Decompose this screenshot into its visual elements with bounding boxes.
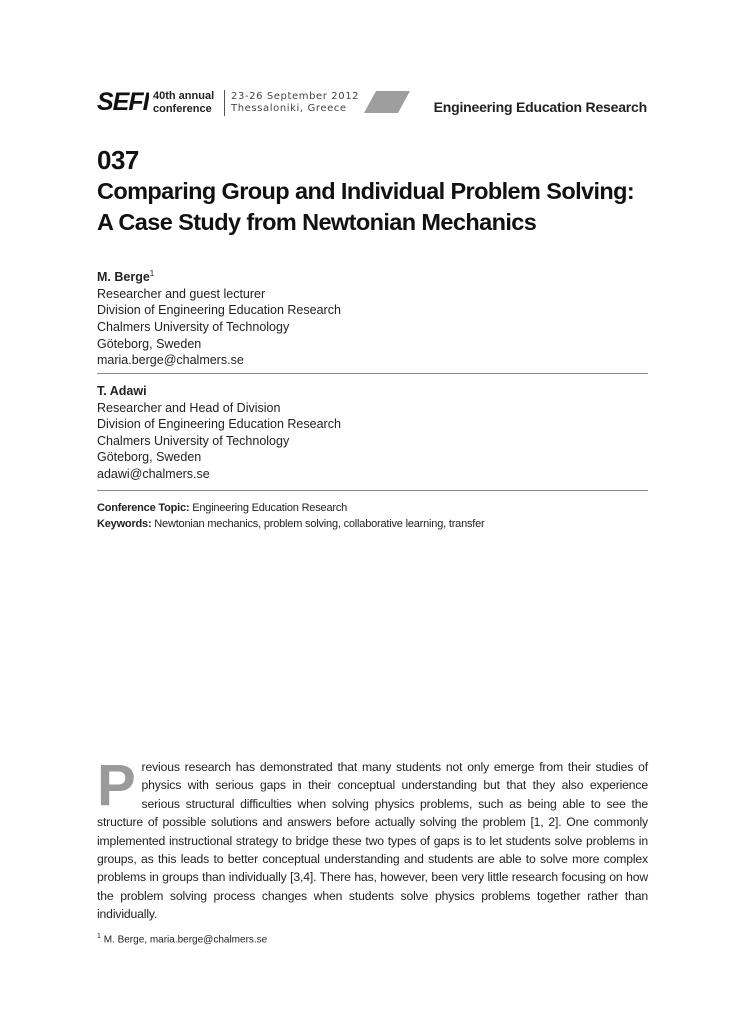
abstract-paragraph xyxy=(97,753,648,924)
author-university: Chalmers University of Technology xyxy=(97,433,290,448)
sefi-logo xyxy=(97,88,149,114)
conference-edition: 40th annual xyxy=(153,90,215,102)
abstract-text: revious research has demonstrated that many students not only emerge from their studies of physics with serious gaps in their conceptual understanding but that they also experience serious structural difficulties when solving physics problems, such as being able to see the structure of possible solutions and answers before actually solving the problem [1, 2]. One commonly implemented instructional strategy to bridge these two types of gaps is to let students solve problems in groups, as this leads to better conceptual understanding and students are able to solve more complex problems in groups than individually [3,4]. There has, however, been very little research focusing on how the problem solving process changes when students solve physics problems together rather than individually. xyxy=(97,760,648,922)
divider-rule xyxy=(97,490,648,491)
footnote-mark: 1 xyxy=(149,269,155,278)
header-stripe-graphic xyxy=(364,91,410,113)
footnote: $^1$ M. Berge, maria.berge@chalmers.se xyxy=(97,933,268,946)
paper-number: 037 xyxy=(97,145,139,175)
author-role: Researcher and guest lecturer xyxy=(97,286,266,301)
author-division: Division of Engineering Education Research xyxy=(97,303,341,318)
author-block-2 xyxy=(97,383,657,483)
author-email: maria.berge@chalmers.se xyxy=(97,353,244,368)
paper-title xyxy=(97,176,657,238)
author-university: Chalmers University of Technology xyxy=(97,319,290,334)
logo-text: SEFI xyxy=(97,88,149,114)
conference-dates: 23-26 September 2012 xyxy=(231,91,360,102)
author-name: T. Adawi xyxy=(97,384,147,398)
drop-cap: P xyxy=(97,753,136,818)
header-divider xyxy=(224,90,225,116)
title-line-2: A Case Study from Newtonian Mechanics xyxy=(97,209,537,235)
title-line-1: Comparing Group and Individual Problem Solving: xyxy=(97,178,635,204)
series-title: Engineering Education Research xyxy=(433,99,647,115)
author-name: M. Berge$^1$ xyxy=(97,269,155,285)
author-email: adawi@chalmers.se xyxy=(97,466,210,481)
author-block-1 xyxy=(97,266,657,369)
divider-rule xyxy=(97,373,648,374)
author-role: Researcher and Head of Division xyxy=(97,400,281,415)
author-location: Göteborg, Sweden xyxy=(97,336,202,351)
conference-city: Thessaloniki, Greece xyxy=(231,103,347,114)
conference-topic: Conference Topic: Engineering Education Research xyxy=(97,502,348,514)
keywords: Keywords: Newtonian mechanics, problem solving, collaborative learning, transfer xyxy=(97,518,485,530)
author-location: Göteborg, Sweden xyxy=(97,450,202,465)
conference-label: conference xyxy=(153,103,212,115)
author-division: Division of Engineering Education Research xyxy=(97,417,341,432)
